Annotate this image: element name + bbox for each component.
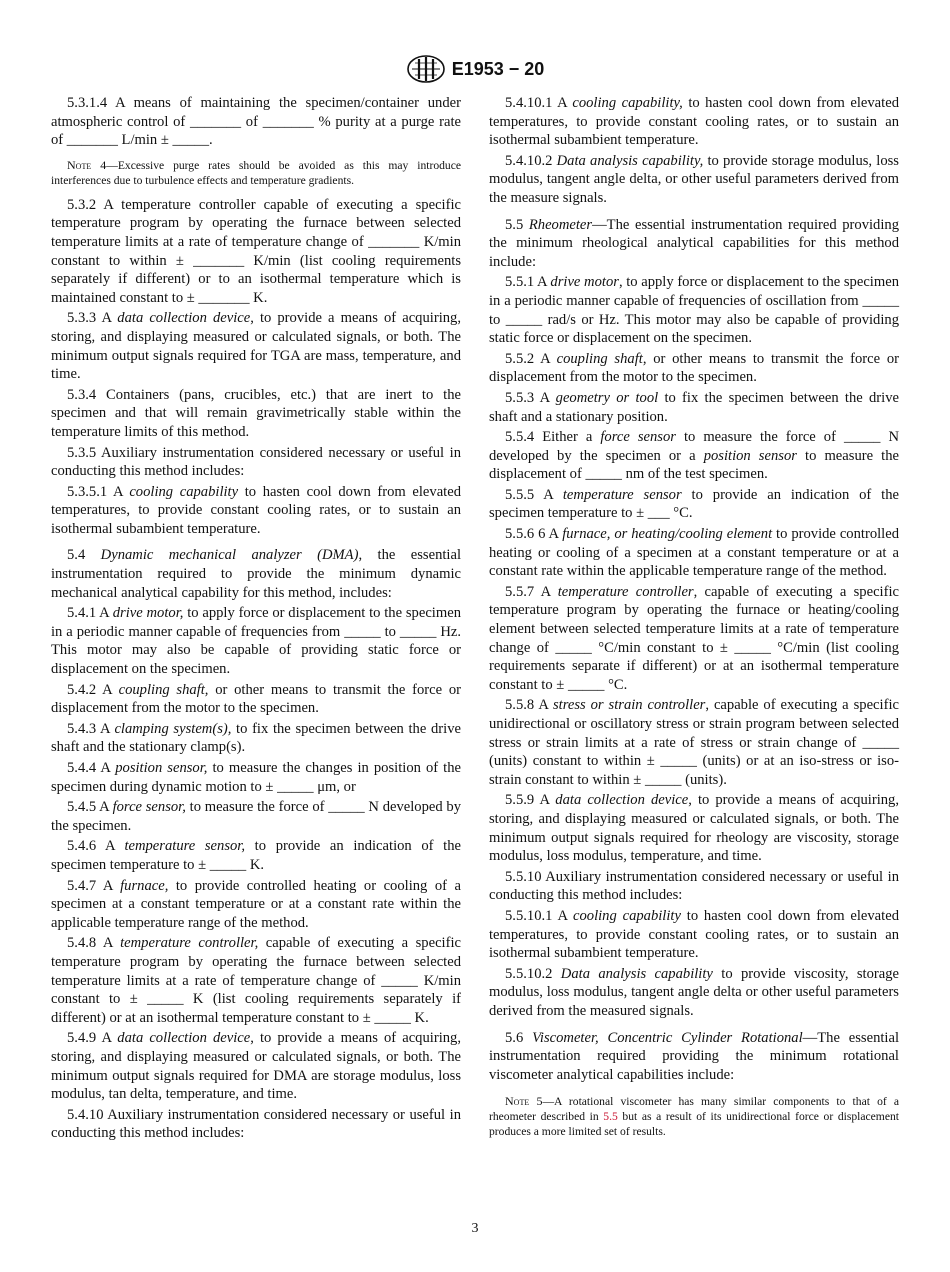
section-number: 5.4.10.1 xyxy=(505,95,553,111)
note-text: but as a result of its unidirectional force or displacement produces a more limited set of results. xyxy=(489,1110,899,1139)
paragraph-text: to provide controlled heating or cooling of a specimen at a constant temperature or at a constant rate within the applicable temperature range of the method. xyxy=(489,526,900,580)
paragraph-text: Auxiliary instrumentation considered necessary or useful in conducting this method includes: xyxy=(51,444,461,480)
section-number: 5.5.3 xyxy=(505,389,535,406)
section-5-4-6 xyxy=(51,837,461,874)
note-text: —A rotational viscometer has many similar components to that of a rheometer described in xyxy=(489,1095,900,1124)
section-5-4-5 xyxy=(51,798,461,835)
paragraph-text: , to provide a means of acquiring, storing, and displaying measured or calculated signals, or both. The minimum output signals required for DMA are storage modulus, loss modulus, tan delta, temperature, and time. xyxy=(51,1030,461,1103)
section-5-5-6 xyxy=(489,525,899,581)
paragraph-text: —The essential instrumentation required providing the minimum rotational viscometer analytical capabilities include: xyxy=(489,1029,900,1083)
section-5-6 xyxy=(489,1029,899,1085)
paragraph-text: A xyxy=(96,838,125,855)
italic-term: cooling capability xyxy=(573,907,681,924)
paragraph-text: to measure the force of _____ N developed by the specimen. xyxy=(51,799,461,834)
italic-term: clamping system(s), xyxy=(114,720,232,737)
paragraph-text: to measure the changes in position of the specimen during dynamic motion to ± _____ μm, or xyxy=(51,760,461,795)
paragraph-text: to fix the specimen between the drive shaft and the stationary clamp(s). xyxy=(51,720,461,756)
paragraph-text: A xyxy=(96,605,113,622)
paragraph-text: to fix the specimen between the drive shaft and a stationary position. xyxy=(489,389,899,425)
note-label: Note 4 xyxy=(67,157,107,172)
section-5-5-9 xyxy=(489,791,899,865)
paragraph-text: A xyxy=(96,799,113,816)
section-number: 5.3.5.1 xyxy=(67,483,108,500)
section-5-4-1 xyxy=(51,604,461,678)
section-5-5-3 xyxy=(489,389,899,426)
section-number: 5.5.4 xyxy=(505,429,535,446)
section-5-3-1-4 xyxy=(51,94,461,150)
paragraph-text: A xyxy=(534,486,563,503)
section-5-4-4 xyxy=(51,759,461,796)
italic-term: force sensor, xyxy=(112,799,186,816)
italic-term: data collection device xyxy=(117,310,251,327)
section-number: 5.5.10.1 xyxy=(505,907,553,924)
section-number: 5.4.10.2 xyxy=(505,152,553,169)
section-number: 5.4.3 xyxy=(67,720,97,737)
section-number: 5.5.9 xyxy=(505,792,535,809)
section-number: 5.5 xyxy=(505,216,524,233)
paragraph-text: A xyxy=(96,1030,118,1047)
paragraph-text xyxy=(523,1030,532,1046)
paragraph-text: to hasten cool down from elevated temperatures, to provide constant cooling rates, or to sustain an isothermal subambient temperature. xyxy=(489,907,899,962)
section-number: 5.4.4 xyxy=(67,760,97,776)
italic-term: drive motor xyxy=(550,274,619,291)
italic-term: position sensor, xyxy=(115,760,208,776)
paragraph-text: A xyxy=(552,907,573,924)
paragraph-text: to apply force or displacement to the specimen in a periodic manner capable of frequencies from _____ to _____ Hz. This motor may also be capable of providing static force or displacement on the specimen. xyxy=(51,605,461,678)
left-column xyxy=(51,94,461,1145)
section-number: 5.4.10 xyxy=(67,1106,104,1123)
paragraph-text: , to provide a means of acquiring, storing, and displaying measured or calculated signals, or both. The minimum output signals required for TGA are mass, temperature, and time. xyxy=(51,310,461,383)
paragraph-text: A xyxy=(96,760,116,776)
section-number: 5.5.5 xyxy=(505,486,535,503)
note xyxy=(51,158,461,188)
section-5-5-2 xyxy=(489,350,899,387)
section-5-4-10 xyxy=(51,1106,461,1143)
paragraph-text: 6 A xyxy=(534,526,563,543)
paragraph-text: A xyxy=(534,274,551,291)
section-number: 5.3.3 xyxy=(67,310,97,327)
section-number: 5.3.5 xyxy=(67,444,97,461)
paragraph-text: A xyxy=(552,95,573,111)
section-5-5-4 xyxy=(489,428,899,484)
note-label: Note 5 xyxy=(505,1094,543,1109)
paragraph-text: Auxiliary instrumentation considered necessary or useful in conducting this method includes: xyxy=(51,1106,461,1142)
section-5-5-10 xyxy=(489,868,899,905)
section-reference-link[interactable]: 5.5 xyxy=(603,1110,618,1124)
right-column xyxy=(489,94,899,1147)
paragraph-text xyxy=(85,547,100,563)
italic-term: furnace, or heating/cooling element xyxy=(562,526,773,543)
paragraph-text: to provide storage modulus, loss modulus, tangent angle delta, or other useful parameters derived from the measure signals. xyxy=(489,152,899,206)
section-number: 5.5.8 xyxy=(505,697,535,714)
section-5-3-5 xyxy=(51,444,461,481)
paragraph-text: to provide viscosity, storage modulus, loss modulus, tangent angle delta or other useful parameters derived from the measured signals. xyxy=(489,965,899,1019)
italic-term: geometry or tool xyxy=(555,389,659,406)
italic-term: Viscometer, Concentric Cylinder Rotational xyxy=(532,1029,803,1046)
paragraph-text xyxy=(552,966,560,982)
paragraph-text: A xyxy=(534,792,556,809)
italic-term: Dynamic mechanical analyzer (DMA) xyxy=(100,547,359,564)
paragraph-text: to provide an indication of the specimen temperature to ± ___ °C. xyxy=(489,486,899,522)
paragraph-text: to measure the force of _____ N developed by the specimen or a xyxy=(489,429,899,464)
paragraph-text: Containers (pans, crucibles, etc.) that are inert to the specimen and that will remain gravimetrically stable within the temperature limits of this method. xyxy=(51,386,461,440)
paragraph-text: , to apply force or displacement to the specimen in a periodic manner capable of frequencies of oscillation from _____ to _____ rad/s or Hz. This motor may also be capable of providing static force or displacement on the specimen. xyxy=(489,274,899,347)
paragraph-text: or other means to transmit the force or displacement from the motor to the specimen. xyxy=(51,681,461,717)
paragraph-text: A xyxy=(96,935,121,952)
italic-term: temperature sensor, xyxy=(124,838,246,855)
section-5-4-10-1 xyxy=(489,94,899,150)
italic-term: force sensor xyxy=(600,429,676,446)
section-number: 5.4.7 xyxy=(67,877,97,894)
note xyxy=(489,1094,899,1139)
section-5-5-10-1 xyxy=(489,907,899,963)
section-number: 5.5.7 xyxy=(505,583,535,600)
section-number: 5.5.6 xyxy=(505,526,535,543)
italic-term: Rheometer xyxy=(528,216,593,233)
page-number: 3 xyxy=(471,1221,479,1236)
italic-term: stress or strain controller xyxy=(552,697,706,714)
italic-term: position sensor xyxy=(703,447,797,464)
section-5-5-1 xyxy=(489,273,899,347)
italic-term: temperature sensor xyxy=(562,486,682,503)
italic-term: temperature controller, xyxy=(120,935,259,952)
italic-term: coupling shaft xyxy=(556,350,643,367)
section-number: 5.5.1 xyxy=(505,274,535,291)
italic-term: drive motor, xyxy=(112,605,184,622)
paragraph-text: A xyxy=(96,877,121,894)
section-5-5-8 xyxy=(489,696,899,789)
italic-term: furnace, xyxy=(120,877,169,894)
section-number: 5.3.1.4 xyxy=(67,95,108,111)
paragraph-text: , to provide a means of acquiring, storing, and displaying measured or calculated signals, or both. The minimum output signals required for rheology are viscosity, storage modulus, loss modulus, temperature, and time. xyxy=(489,792,899,865)
italic-term: coupling shaft, xyxy=(118,681,209,698)
section-5-4 xyxy=(51,546,461,602)
paragraph-text: to measure the displacement of _____ nm of the test specimen. xyxy=(489,447,899,483)
paragraph-text: , the essential instrumentation required to provide the minimum dynamic mechanical analytical capability for this method, includes: xyxy=(51,547,462,601)
paragraph-text: , capable of executing a specific unidirectional or oscillatory stress or strain program between selected stress or strain limits at a rate of stress or strain change of _____ (units) constant to within ± _____ (units) or at an iso-stress or iso-strain constant to within ± _____ (units). xyxy=(489,697,899,788)
paragraph-text: A xyxy=(96,310,118,327)
section-number: 5.4.8 xyxy=(67,935,97,952)
section-5-3-3 xyxy=(51,309,461,383)
section-5-3-2 xyxy=(51,196,461,308)
section-number: 5.4.1 xyxy=(67,605,97,622)
section-number: 5.4.2 xyxy=(67,681,97,698)
paragraph-text: A xyxy=(96,681,119,698)
section-5-5-10-2 xyxy=(489,965,899,1021)
section-5-4-7 xyxy=(51,877,461,933)
section-number: 5.4 xyxy=(67,547,86,564)
section-number: 5.3.2 xyxy=(67,196,97,213)
section-5-5-5 xyxy=(489,486,899,523)
document-designation: E1953 − 20 xyxy=(451,58,545,79)
section-number: 5.4.5 xyxy=(67,799,97,816)
section-number: 5.3.4 xyxy=(67,386,97,403)
paragraph-text: A temperature controller capable of executing a specific temperature program by operating the furnace between selected temperature limits at a rate of temperature change of _______ K/min constant to within ± _______ K/min (list cooling requirements separately if different) or to an isothermal temperature which is maintained constant to ± _______ K. xyxy=(51,196,461,306)
paragraph-text: , capable of executing a specific temperature program by operating the furnace or heating/cooling element between selected temperature limits at a rate of temperature change of _____ °C/min constant to ± _____ °C/min (list cooling requirements separate if different) or at an isothermal temperature constant to ± _____ °C. xyxy=(489,583,899,693)
section-5-4-2 xyxy=(51,681,461,718)
page-header xyxy=(0,54,950,84)
paragraph-text: Auxiliary instrumentation considered necessary or useful in conducting this method includes: xyxy=(489,868,899,904)
paragraph-text: A xyxy=(96,720,115,737)
section-number: 5.5.10.2 xyxy=(505,965,553,982)
section-5-3-5-1 xyxy=(51,483,461,539)
paragraph-text: , or other means to transmit the force or displacement from the motor to the specimen. xyxy=(489,350,899,386)
paragraph-text: A xyxy=(534,697,553,714)
paragraph-text: to provide controlled heating or cooling of a specimen at a constant temperature or at a constant rate within the applicable temperature range of the method. xyxy=(51,877,461,931)
astm-logo-icon xyxy=(406,54,446,84)
paragraph-text: A xyxy=(534,389,556,406)
section-5-5 xyxy=(489,216,899,272)
section-5-4-9 xyxy=(51,1029,461,1103)
note-text: —Excessive purge rates should be avoided as this may introduce interferences due to turbulence effects and temperature gradients. xyxy=(51,158,462,187)
section-number: 5.4.6 xyxy=(67,838,97,855)
section-5-4-3 xyxy=(51,720,461,757)
italic-term: temperature controller xyxy=(557,583,694,600)
paragraph-text: A xyxy=(534,583,558,600)
section-number: 5.6 xyxy=(505,1029,524,1046)
section-5-4-10-2 xyxy=(489,152,899,208)
section-number: 5.5.2 xyxy=(505,350,535,367)
section-5-3-4 xyxy=(51,386,461,442)
italic-term: Data analysis capability xyxy=(560,965,713,982)
italic-term: data collection device xyxy=(555,792,689,809)
paragraph-text: to provide an indication of the specimen temperature to ± _____ K. xyxy=(51,838,462,873)
section-5-5-7 xyxy=(489,583,899,695)
italic-term: cooling capability xyxy=(129,483,239,500)
italic-term: Data analysis capability, xyxy=(556,152,704,169)
italic-term: cooling capability, xyxy=(572,95,683,111)
section-number: 5.5.10 xyxy=(505,868,542,885)
paragraph-text: to hasten cool down from elevated temperatures, to provide constant cooling rates, or to sustain an isothermal subambient temperature. xyxy=(489,95,899,149)
paragraph-text: A xyxy=(107,483,130,500)
paragraph-text: A xyxy=(534,350,557,367)
section-5-4-8 xyxy=(51,934,461,1027)
paragraph-text: Either a xyxy=(534,429,601,446)
section-number: 5.4.9 xyxy=(67,1030,97,1047)
italic-term: data collection device xyxy=(117,1030,251,1047)
paragraph-text: A means of maintaining the specimen/container under atmospheric control of _______ of _______ % purity at a purge rate of _______ L/min ± _____. xyxy=(51,95,461,149)
paragraph-text: to hasten cool down from elevated temperatures, to provide constant cooling rates, or to sustain an isothermal subambient temperature. xyxy=(51,483,461,537)
paragraph-text: capable of executing a specific temperature program by operating the furnace between selected temperature limits at a rate of temperature change of _____ K/min constant to ± _____ K (list cooling requirements separately if different) or at an isothermal temperature constant to ± _____ K. xyxy=(51,935,461,1026)
paragraph-text: —The essential instrumentation required providing the minimum rheological analytical capabilities for this method include: xyxy=(489,216,899,270)
